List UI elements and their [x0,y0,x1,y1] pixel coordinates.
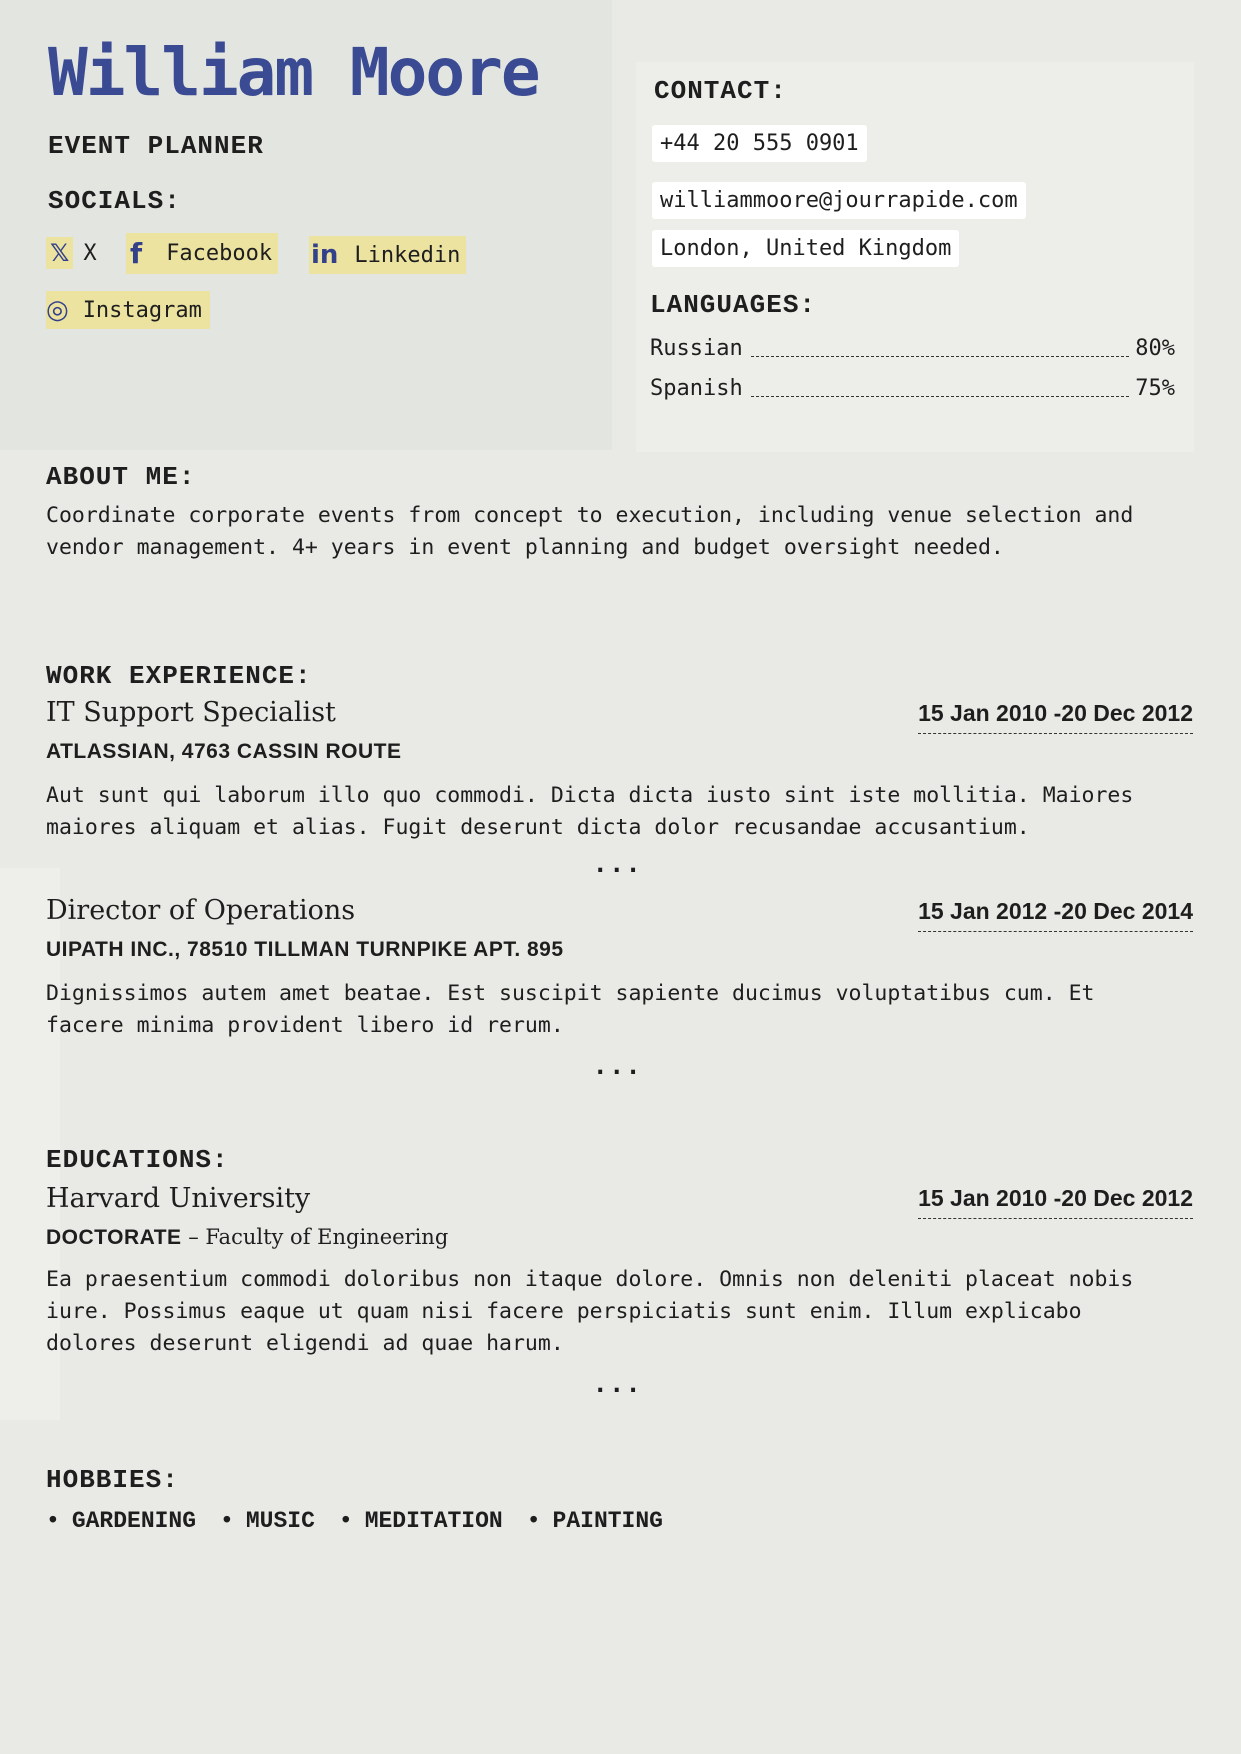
ellipsis: ... [593,850,643,878]
education-faculty: – Faculty of Engineering [181,1225,449,1249]
hobbies-list [46,1508,663,1534]
language-level: 80% [1135,336,1175,361]
work-company: ATLASSIAN, 4763 CASSIN ROUTE [46,740,402,763]
work-role: Director of Operations [46,895,356,926]
contact-email[interactable]: williammoore@jourrapide.com [652,182,1026,219]
language-name: Russian [650,336,743,361]
social-linkedin-label: Linkedin [354,242,461,268]
x-icon: 𝕏 [46,237,73,269]
language-leader [751,356,1130,357]
work-company: UIPATH INC., 78510 TILLMAN TURNPIKE APT. 895 [46,938,564,961]
social-x[interactable] [46,233,97,273]
hobby-item: • MUSIC [220,1508,315,1534]
education-heading: EDUCATIONS: [46,1145,229,1175]
linkedin-icon: in [311,240,339,270]
language-name: Spanish [650,376,743,401]
language-row [650,336,1175,361]
education-school: Harvard University [46,1183,311,1214]
work-role: IT Support Specialist [46,697,336,728]
facebook-icon: f [130,236,143,270]
social-instagram[interactable] [46,290,210,330]
about-heading: ABOUT ME: [46,462,196,492]
ellipsis: ... [593,1052,643,1080]
education-dates: 15 Jan 2010 -20 Dec 2012 [918,1185,1193,1219]
hobby-item: • MEDITATION [339,1508,503,1534]
work-description: Dignissimos autem amet beatae. Est suscipit sapiente ducimus voluptatibus cum. Et facere minima provident libero id rerum. [46,981,1095,1038]
education-description: Ea praesentium commodi doloribus non itaque dolore. Omnis non deleniti placeat nobis iure. Possimus eaque ut quam nisi facere perspiciatis sunt enim. Illum explicabo dolores deserunt eligendi ad quae harum. [46,1267,1134,1356]
ellipsis: ... [593,1370,643,1398]
social-x-label: X [83,240,97,266]
social-facebook-label: Facebook [166,240,273,266]
work-dates: 15 Jan 2012 -20 Dec 2014 [918,898,1193,932]
work-description: Aut sunt qui laborum illo quo commodi. Dicta dicta iusto sint iste mollitia. Maiores maiores aliquam et alias. Fugit deserunt dicta dolor recusandae accusantium. [46,783,1134,840]
social-linkedin[interactable] [309,235,466,275]
language-row [650,376,1175,401]
instagram-icon: ◎ [46,295,69,325]
socials-heading: SOCIALS: [48,186,181,216]
resume-name: William Moore [48,34,539,111]
languages-heading: LANGUAGES: [650,290,817,320]
hobby-item: • PAINTING [527,1508,663,1534]
contact-phone[interactable]: +44 20 555 0901 [652,125,867,162]
hobbies-heading: HOBBIES: [46,1465,179,1495]
social-instagram-label: Instagram [82,297,202,323]
education-degree: DOCTORATE [46,1226,182,1249]
about-text: Coordinate corporate events from concept to execution, including venue selection and vendor management. 4+ years in event planning and budget oversight needed. [46,503,1134,560]
social-facebook[interactable] [126,233,278,273]
hobby-item: • GARDENING [46,1508,196,1534]
work-heading: WORK EXPERIENCE: [46,661,312,691]
education-degree-line [46,1225,448,1250]
language-leader [751,396,1130,397]
job-title: EVENT PLANNER [48,131,264,161]
contact-heading: CONTACT: [654,76,787,106]
work-dates: 15 Jan 2010 -20 Dec 2012 [918,700,1193,734]
language-level: 75% [1135,376,1175,401]
contact-location: London, United Kingdom [652,230,959,267]
